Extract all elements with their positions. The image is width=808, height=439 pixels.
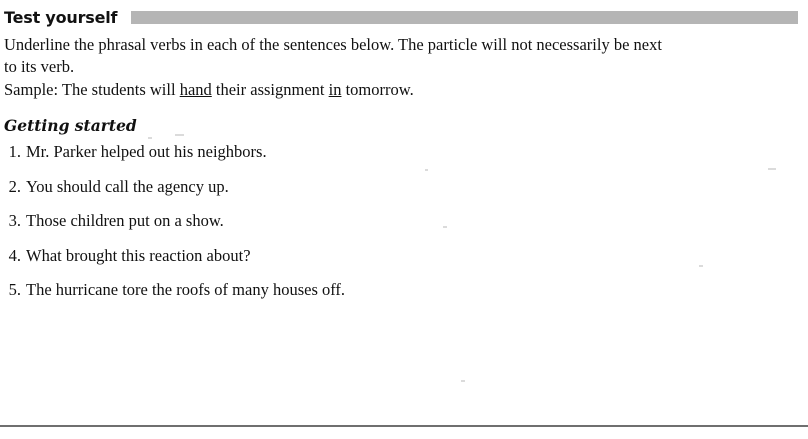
- list-item-number: 5.: [8, 280, 21, 300]
- list-item: [4, 176, 808, 197]
- scan-speck: [768, 168, 776, 170]
- list-item: [4, 279, 808, 300]
- header-rule-bar: [131, 11, 798, 24]
- sample-suffix: tomorrow.: [341, 79, 414, 99]
- list-item-number: 2.: [8, 176, 21, 196]
- exercise-list: [0, 141, 808, 300]
- scan-speck: [175, 134, 184, 136]
- sample-sentence: [4, 79, 802, 101]
- list-item: [4, 141, 808, 162]
- section-heading-getting-started: Getting started: [4, 116, 137, 136]
- list-item: [4, 210, 808, 231]
- instructions-line-2: to its verb.: [4, 56, 75, 76]
- scan-speck: [461, 380, 465, 382]
- list-item-number: 1.: [8, 142, 21, 162]
- scan-speck: [699, 265, 703, 267]
- footer-divider: [0, 425, 808, 427]
- sample-underlined-particle: in: [328, 79, 342, 99]
- instructions-line-1: Underline the phrasal verbs in each of the sentences below. The particle will not necessarily be next: [4, 35, 662, 54]
- sample-underlined-verb: hand: [179, 79, 212, 99]
- list-item-number: 3.: [8, 211, 21, 231]
- scan-speck: [148, 137, 152, 139]
- header: [0, 0, 808, 28]
- page-title: Test yourself: [4, 7, 118, 27]
- scan-speck: [425, 169, 428, 171]
- list-item-text: You should call the agency up.: [26, 176, 229, 196]
- instructions-paragraph: [4, 34, 802, 78]
- list-item-number: 4.: [8, 245, 21, 265]
- sample-prefix: Sample: The students will: [4, 79, 180, 99]
- sample-middle: their assignment: [211, 79, 329, 99]
- list-item: [4, 245, 808, 266]
- list-item-text: The hurricane tore the roofs of many houses off.: [26, 280, 346, 300]
- scan-speck: [443, 226, 447, 228]
- list-item-text: Those children put on a show.: [26, 211, 224, 231]
- list-item-text: Mr. Parker helped out his neighbors.: [26, 142, 267, 162]
- list-item-text: What brought this reaction about?: [26, 245, 251, 265]
